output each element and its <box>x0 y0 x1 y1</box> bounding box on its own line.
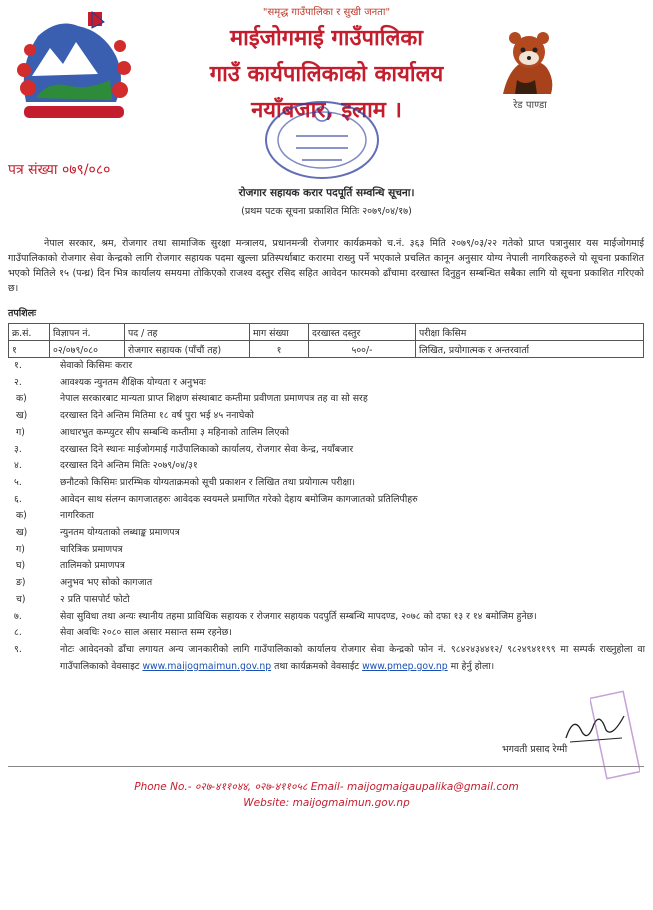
list-item <box>10 558 645 575</box>
item-number: ग) <box>16 543 25 555</box>
website-link[interactable]: www.maijogmaimun.gov.np <box>142 660 272 672</box>
note-text <box>60 642 645 675</box>
table-header: विज्ञापन नं. <box>50 324 125 341</box>
list-item <box>10 475 645 492</box>
list-item <box>10 408 645 425</box>
office-round-stamp <box>262 100 382 186</box>
table-header: क्र.सं. <box>9 324 50 341</box>
item-text: आवश्यक न्युनतम शैक्षिक योग्यता र अनुभवः <box>60 376 206 388</box>
red-panda-image <box>495 28 565 102</box>
table-header: परीक्षा किसिम <box>416 324 644 341</box>
table-cell: लिखित, प्रयोगात्मक र अन्तरवार्ता <box>416 341 644 358</box>
item-text: नेपाल सरकारबाट मान्यता प्राप्त शिक्षण संस्थाबाट कम्तीमा प्रवीणता प्रमाणपत्र तह वा सो सरह <box>60 393 368 405</box>
item-text: २ प्रति पासपोर्ट फोटो <box>60 593 130 605</box>
table-cell: ५००/- <box>309 341 416 358</box>
list-item <box>10 592 645 609</box>
item-number: ३. <box>14 443 22 455</box>
reference-number: पत्र संख्या ०७९/०८० <box>8 162 111 178</box>
note-middle: तथा कार्यक्रमको वेवसाईट <box>274 660 360 672</box>
list-item <box>10 542 645 559</box>
notice-subtitle: (प्रथम पटक सूचना प्रकाशित मितिः २०७९/०४/१७) <box>241 206 412 217</box>
list-item <box>10 458 645 475</box>
list-item <box>10 508 645 525</box>
table-header: पद / तह <box>125 324 250 341</box>
details-list <box>10 358 645 675</box>
item-text: सेवाको किसिमः करार <box>60 360 133 371</box>
list-item <box>10 625 645 642</box>
footer-divider <box>8 766 644 767</box>
table-cell: रोजगार सहायक (पाँचौं तह) <box>125 341 250 358</box>
table-cell: १ <box>9 341 50 358</box>
list-item <box>10 425 645 442</box>
note-item <box>10 642 645 675</box>
table-cell: १ <box>250 341 309 358</box>
note-after: मा हेर्नु होला। <box>450 660 495 672</box>
table-header: माग संख्या <box>250 324 309 341</box>
notice-title: रोजगार सहायक करार पदपूर्ति सम्वन्धि सूचना। <box>238 187 415 199</box>
item-text: छनौटको किसिमः प्रारम्भिक योग्यताक्रमको सूची प्रकाशन र लिखित तथा प्रयोगात्म परीक्षा। <box>60 476 356 488</box>
motto: "समृद्ध गाउँपालिका र सुखी जनता" <box>262 7 391 18</box>
pmep-link[interactable]: www.pmep.gov.np <box>362 660 448 672</box>
list-item <box>10 391 645 408</box>
item-text: सेवा अवधिः २०८० साल असार मसान्त सम्म रहनेछ। <box>60 627 232 639</box>
item-number: च) <box>16 593 26 605</box>
list-item <box>10 609 645 626</box>
item-number: ख) <box>16 527 28 539</box>
item-number: १. <box>14 360 22 371</box>
list-item <box>10 525 645 542</box>
item-number: ६. <box>14 493 22 505</box>
table-row <box>9 341 644 358</box>
item-number: ८. <box>14 627 22 639</box>
item-number: ख) <box>16 410 28 422</box>
item-number: घ) <box>16 560 26 572</box>
item-number: ग) <box>16 426 25 438</box>
item-number: ५. <box>14 476 22 488</box>
list-item <box>10 442 645 459</box>
item-text: सेवा सुविधा तथा अन्यः स्थानीय तहमा प्राविधिक सहायक र रोजगार सहायक पदपुर्ति सम्बन्धि मापदण्ड, २०७८ को दफा १३ र १४ बमोजिम हुनेछ। <box>60 610 537 622</box>
org-name: माईजोगमाई गाउँपालिका <box>230 26 423 51</box>
list-item <box>10 492 645 509</box>
intro-paragraph: नेपाल सरकार, श्रम, रोजगार तथा सामाजिक सुरक्षा मन्त्रालय, प्रधानमन्त्री रोजगार कार्यक्रमको च.नं. ३६३ मिति २०७९/०३/२२ गतेको प्राप्त पत्रानुसार यस माईजोगमाई गाउँपालिकाको रोजगार सेवा केन्द्रको लागि रोजगार सहायक पदमा खुल्ला प्रतिस्पर्धाबाट करारमा राख्नु पर्ने भएकाले प्रचलित कानून अनुसार योग्य नेपाली नागरिकहरुले यो सूचना प्रकाशित भएको मितिले १५ (पन्ध्र) दिन भित्र कार्यालय समयमा तोकिएको राजश्व दस्तुर रसिद सहित आवेदन फारमको ढाँचामा दरखास्त दिनुहुन सम्बन्धित सबैका लागि यो सूचना प्रकाशित गरिएको छ। <box>8 238 644 294</box>
item-text: न्युनतम योग्यताको लब्धाङ्क प्रमाणपत्र <box>60 527 180 539</box>
list-item <box>10 575 645 592</box>
item-text: आवेदन साथ संलग्न कागजातहरुः आवेदक स्वयमले प्रमाणित गरेको देहाय बमोजिम कागजातको प्रतिलिपीहरु <box>60 493 418 505</box>
details-label: तपशिलः <box>8 308 37 319</box>
note-before: नोटः आवेदनको ढाँचा लगायत अन्य जानकारीको लागि गाउँपालिकाको कार्यालय रोजगार सेवा केन्द्रको फोन नं. ९८४२४३४४१२/ ९८२४९४११९९ मा सम्पर्क राख्नुहोला वा गाउँपालिकाको वेवसाइट <box>60 643 645 672</box>
vacancy-table <box>8 323 644 358</box>
item-text: तालिमको प्रमाणपत्र <box>60 560 125 572</box>
list-item <box>10 375 645 392</box>
item-text: आधारभुत कम्प्युटर सीप सम्बन्धि कम्तीमा ३ महिनाको तालिम लिएको <box>60 426 290 438</box>
table-header-row <box>9 324 644 341</box>
item-text: नागरिकता <box>60 510 94 522</box>
item-text: दरखास्त दिने अन्तिम मितिमा १८ वर्ष पुरा भई ४५ ननाघेको <box>60 410 254 422</box>
item-number: २. <box>14 376 22 388</box>
item-number: ङ) <box>16 577 26 589</box>
officer-stamp <box>590 690 640 784</box>
table-header: दरखास्त दस्तुर <box>309 324 416 341</box>
item-number: ७. <box>14 610 22 622</box>
item-text: चारित्रिक प्रमाणपत्र <box>60 543 123 555</box>
panda-label: रेड पाण्डा <box>513 100 547 111</box>
item-number: क) <box>16 393 27 405</box>
footer-website: Website: maijogmaimun.gov.np <box>243 797 410 809</box>
item-number: ९. <box>14 643 22 655</box>
signatory-name: भगवती प्रसाद रेग्मी <box>502 744 568 755</box>
table-cell: ०२/०७९/०८० <box>50 341 125 358</box>
item-text: अनुभव भए सोको कागजात <box>60 577 153 589</box>
office-location: नयाँबजार, इलाम । <box>251 98 402 123</box>
list-item <box>10 358 645 375</box>
item-text: दरखास्त दिने स्थानः माईजोगमाई गाउँपालिकाको कार्यालय, रोजगार सेवा केन्द्र, नयाँबजार <box>60 443 354 455</box>
item-number: ४. <box>14 460 22 472</box>
office-name: गाउँ कार्यपालिकाको कार्यालय <box>209 62 444 87</box>
item-text: दरखास्त दिने अन्तिम मितिः २०७९/०४/३१ <box>60 460 198 472</box>
footer-contact: Phone No.- ०२७-४११०४४, ०२७-४११०५८ Email- maijogmaigaupalika@gmail.com <box>134 781 519 793</box>
item-number: क) <box>16 510 27 522</box>
